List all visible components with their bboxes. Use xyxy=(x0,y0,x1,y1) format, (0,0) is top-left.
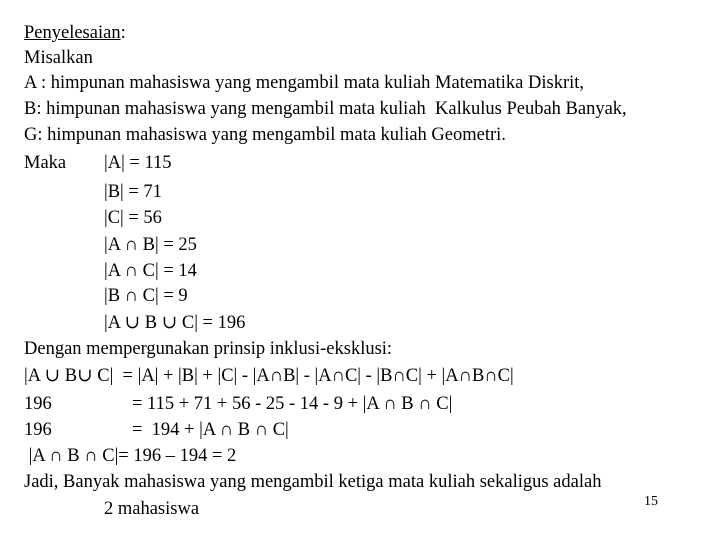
conclusion-line-1: Jadi, Banyak mahasiswa yang mengambil ketiga mata kuliah sekaligus adalah xyxy=(24,472,602,492)
step1-left: 196 xyxy=(24,394,52,414)
given-c: |C| = 56 xyxy=(104,208,162,228)
given-a: |A| = 115 xyxy=(104,153,172,173)
conclusion-line-2: 2 mahasiswa xyxy=(104,499,200,519)
step2-right: = 194 + |A ∩ B ∩ C| xyxy=(132,420,289,440)
result-line: |A ∩ B ∩ C|= 196 – 194 = 2 xyxy=(24,446,237,466)
given-a-inter-c: |A ∩ C| = 14 xyxy=(104,261,197,281)
heading xyxy=(24,21,126,45)
given-b-inter-c: |B ∩ C| = 9 xyxy=(104,286,188,306)
definition-a: A : himpunan mahasiswa yang mengambil mata kuliah Matematika Diskrit, xyxy=(24,73,585,93)
intro-text: Misalkan xyxy=(24,48,93,68)
heading-text: Penyelesaian xyxy=(24,23,121,43)
slide-number: 15 xyxy=(644,494,658,509)
heading-colon: : xyxy=(120,23,126,43)
formula-line: |A ∪ B∪ C| = |A| + |B| + |C| - |A∩B| - |A∩C| - |B∩C| + |A∩B∩C| xyxy=(24,366,514,386)
given-b: |B| = 71 xyxy=(104,182,162,202)
maka-label: Maka xyxy=(24,153,67,173)
given-a-union-b-union-c: |A ∪ B ∪ C| = 196 xyxy=(104,313,246,333)
definition-b: B: himpunan mahasiswa yang mengambil mata kuliah Kalkulus Peubah Banyak, xyxy=(24,99,627,119)
principle-line: Dengan mempergunakan prinsip inklusi-eksklusi: xyxy=(24,339,393,359)
step1-right: = 115 + 71 + 56 - 25 - 14 - 9 + |A ∩ B ∩ C| xyxy=(132,394,453,414)
step2-left: 196 xyxy=(24,420,52,440)
given-a-inter-b: |A ∩ B| = 25 xyxy=(104,235,197,255)
definition-g: G: himpunan mahasiswa yang mengambil mata kuliah Geometri. xyxy=(24,125,506,145)
